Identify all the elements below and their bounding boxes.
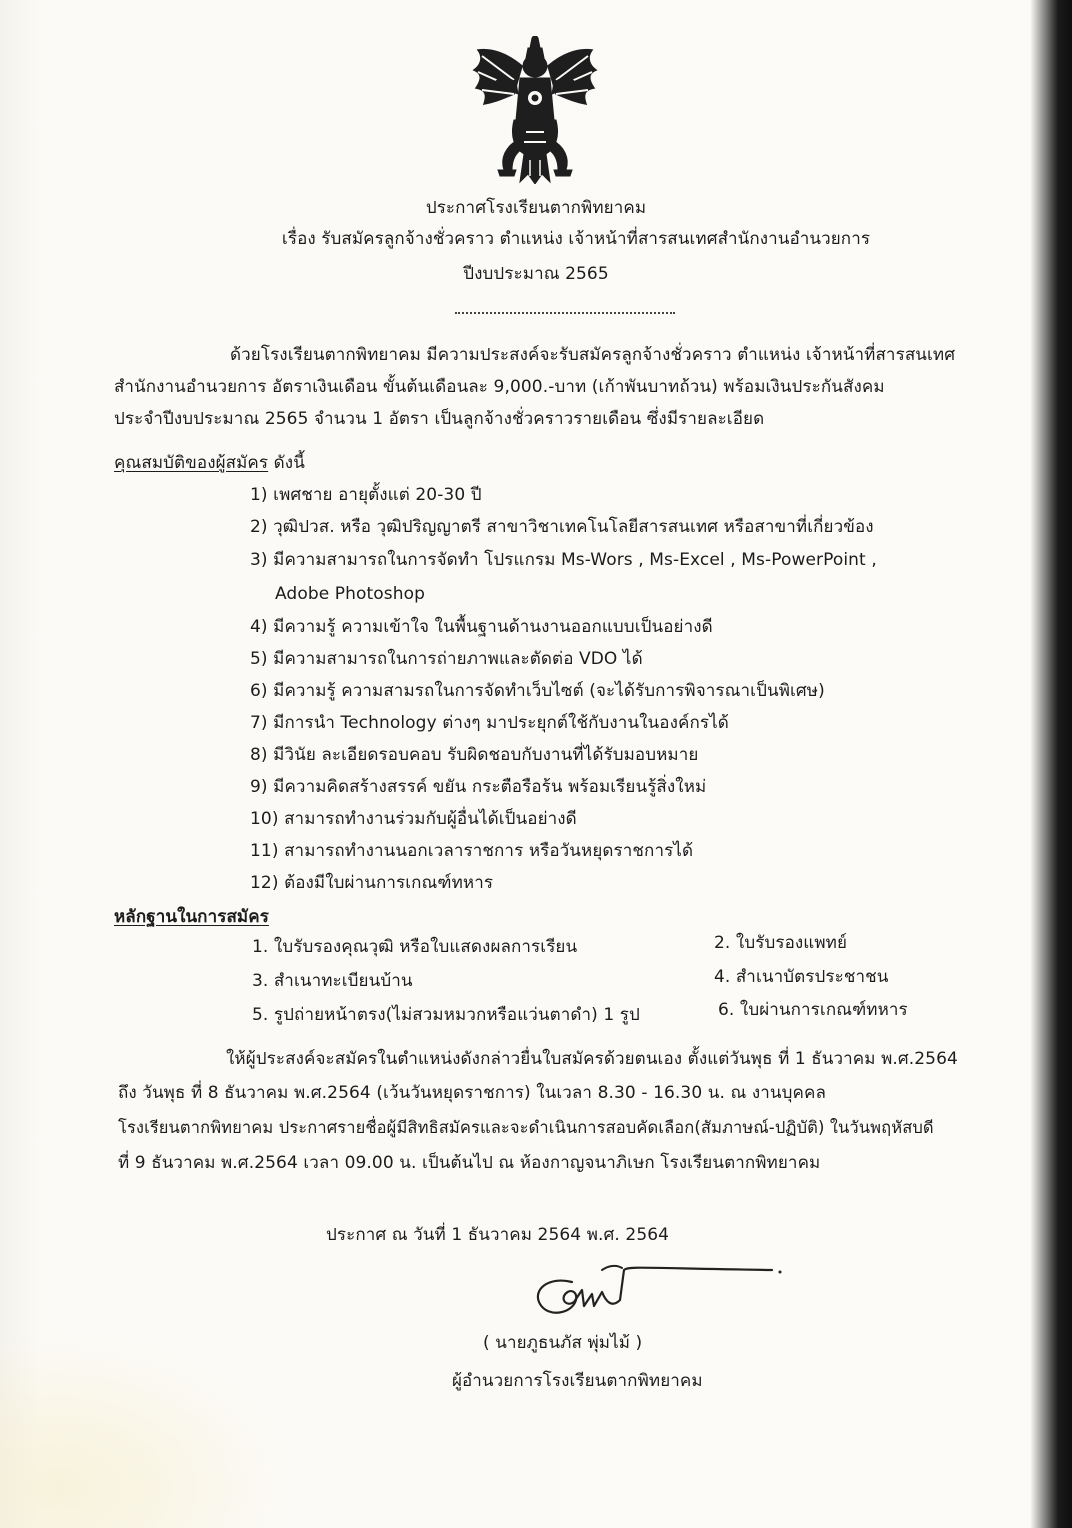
evidence-item: 2. ใบรับรองแพทย์	[714, 933, 848, 953]
signer-title: ผู้อำนวยการโรงเรียนตากพิทยาคม	[452, 1371, 703, 1391]
qualification-item: 1) เพศชาย อายุตั้งแต่ 20-30 ปี	[250, 485, 482, 505]
intro-line-1: ด้วยโรงเรียนตากพิทยาคม มีความประสงค์จะรับสมัครลูกจ้างชั่วคราว ตำแหน่ง เจ้าหน้าที่สารสนเทศ	[230, 345, 956, 365]
evidence-item: 3. สำเนาทะเบียนบ้าน	[252, 971, 413, 991]
paper-stain	[0, 1330, 300, 1528]
qualification-item: 3) มีความสามารถในการจัดทำ โปรแกรม Ms-Wors , Ms-Excel , Ms-PowerPoint ,	[250, 550, 877, 570]
qualifications-heading: คุณสมบัติของผู้สมัคร	[114, 453, 269, 473]
evidence-item: 5. รูปถ่ายหน้าตรง(ไม่สวมหมวกหรือแว่นตาดำ) 1 รูป	[252, 1005, 640, 1025]
qualification-item: 12) ต้องมีใบผ่านการเกณฑ์ทหาร	[250, 873, 494, 893]
application-line-2: ถึง วันพุธ ที่ 8 ธันวาคม พ.ศ.2564 (เว้นวันหยุดราชการ) ในเวลา 8.30 - 16.30 น. ณ งานบุคคล	[118, 1083, 826, 1103]
qualification-item: 8) มีวินัย ละเอียดรอบคอบ รับผิดชอบกับงานที่ได้รับมอบหมาย	[250, 745, 699, 765]
qualification-item: 5) มีความสามารถในการถ่ายภาพและตัดต่อ VDO ได้	[250, 649, 643, 669]
qualification-item: 11) สามารถทำงานนอกเวลาราชการ หรือวันหยุดราชการได้	[250, 841, 694, 861]
evidence-item: 4. สำเนาบัตรประชาชน	[714, 967, 889, 987]
qualifications-heading-row	[114, 452, 305, 474]
announcement-title: ประกาศโรงเรียนตากพิทยาคม	[425, 198, 647, 218]
qualification-item: 2) วุฒิปวส. หรือ วุฒิปริญญาตรี สาขาวิชาเทคโนโลยีสารสนเทศ หรือสาขาที่เกี่ยวข้อง	[250, 517, 874, 537]
garuda-emblem-icon	[470, 36, 600, 184]
evidence-item: 1. ใบรับรองคุณวุฒิ หรือใบแสดงผลการเรียน	[252, 937, 578, 957]
evidence-heading: หลักฐานในการสมัคร	[114, 907, 269, 927]
signer-name: ( นายภูธนภัส พุ่มไม้ )	[483, 1333, 643, 1353]
application-line-4: ที่ 9 ธันวาคม พ.ศ.2564 เวลา 09.00 น. เป็นต้นไป ณ ห้องกาญจนาภิเษก โรงเรียนตากพิทยาคม	[118, 1153, 821, 1173]
application-line-3: โรงเรียนตากพิทยาคม ประกาศรายชื่อผู้มีสิทธิสมัครและจะดำเนินการสอบคัดเลือก(สัมภาษณ์-ปฏิบัติ) ในวันพฤหัสบดี	[118, 1118, 934, 1137]
qualification-item: 10) สามารถทำงานร่วมกับผู้อื่นได้เป็นอย่างดี	[250, 809, 577, 829]
evidence-item: 6. ใบผ่านการเกณฑ์ทหาร	[718, 1000, 908, 1020]
divider-dotted	[455, 312, 675, 314]
qualifications-heading-suffix: ดังนี้	[273, 453, 305, 473]
announcement-date: ประกาศ ณ วันที่ 1 ธันวาคม 2564 พ.ศ. 2564	[326, 1225, 670, 1245]
application-line-1: ให้ผู้ประสงค์จะสมัครในตำแหน่งดังกล่าวยื่นใบสมัครด้วยตนเอง ตั้งแต่วันพุธ ที่ 1 ธันวาคม พ.ศ.2564	[226, 1049, 958, 1069]
qualification-item: 4) มีความรู้ ความเข้าใจ ในพื้นฐานด้านงานออกแบบเป็นอย่างดี	[250, 617, 713, 637]
fiscal-year: ปีงบประมาณ 2565	[463, 264, 609, 284]
qualification-item: 9) มีความคิดสร้างสรรค์ ขยัน กระตือรือร้น พร้อมเรียนรู้สิ่งใหม่	[250, 777, 707, 797]
announcement-subject: เรื่อง รับสมัครลูกจ้างชั่วคราว ตำแหน่ง เจ้าหน้าที่สารสนเทศสำนักงานอำนวยการ	[281, 229, 871, 249]
handwritten-signature	[528, 1260, 788, 1330]
qualification-item: 6) มีความรู้ ความสามรถในการจัดทำเว็บไซต์ (จะได้รับการพิจารณาเป็นพิเศษ)	[250, 681, 825, 701]
qualification-item-continued: Adobe Photoshop	[275, 584, 425, 604]
intro-line-3: ประจำปีงบประมาณ 2565 จำนวน 1 อัตรา เป็นลูกจ้างชั่วคราวรายเดือน ซึ่งมีรายละเอียด	[114, 409, 765, 429]
intro-line-2: สำนักงานอำนวยการ อัตราเงินเดือน ขั้นต้นเดือนละ 9,000.-บาท (เก้าพันบาทถ้วน) พร้อมเงินประกันสังคม	[114, 377, 885, 397]
qualification-item: 7) มีการนำ Technology ต่างๆ มาประยุกต์ใช้กับงานในองค์กรได้	[250, 713, 729, 733]
